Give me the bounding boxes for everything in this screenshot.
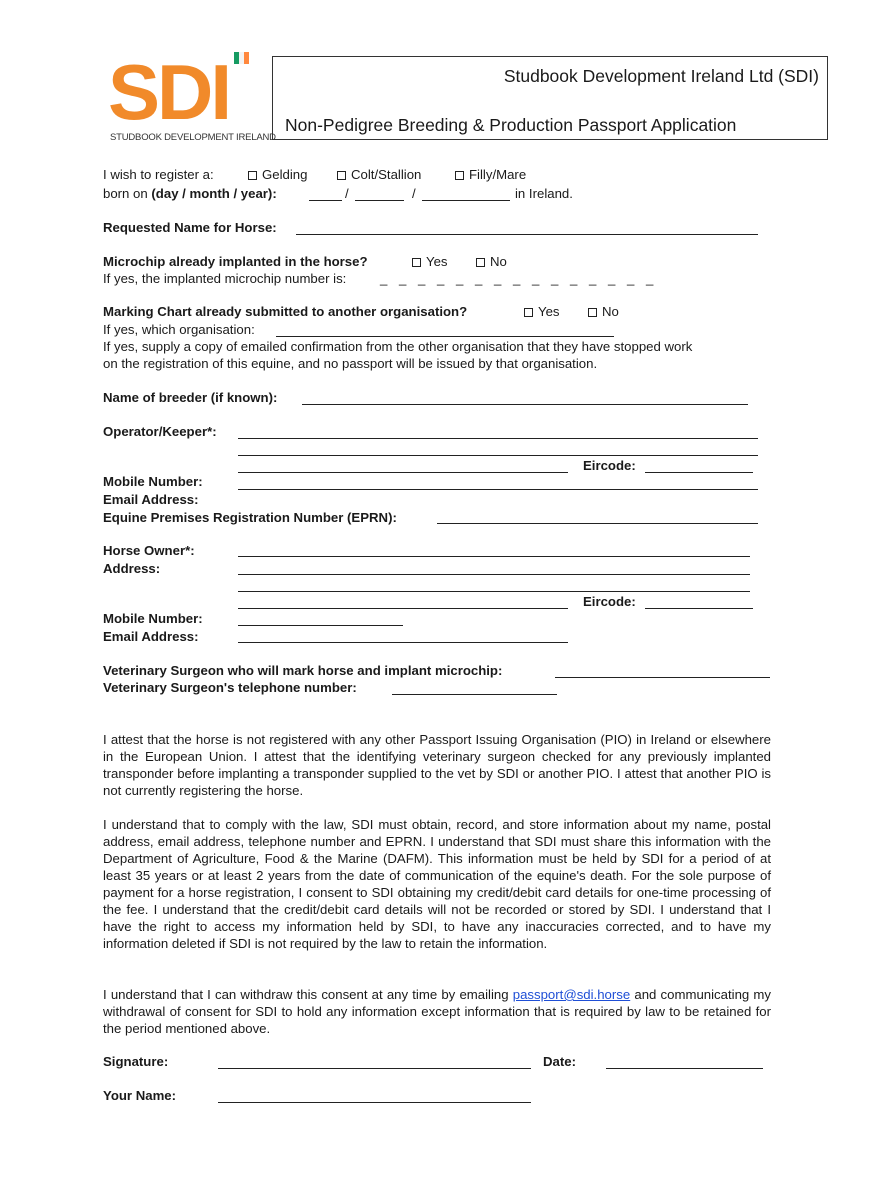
microchip-number-label: If yes, the implanted microchip number is:: [103, 271, 347, 286]
date-label: Date:: [543, 1054, 576, 1069]
owner-address-line3[interactable]: [238, 608, 568, 609]
option-filly-mare: Filly/Mare: [469, 167, 527, 182]
marking-no-checkbox[interactable]: [588, 304, 619, 319]
owner-email-label: Email Address:: [103, 629, 199, 644]
which-organisation-field[interactable]: [276, 336, 614, 337]
in-ireland-text: in Ireland.: [515, 186, 573, 201]
logo-text: SDI: [108, 48, 230, 136]
attestation-paragraph: I attest that the horse is not registered with any other Passport Issuing Organisation (PIO) in Ireland or elsewhere in the European Union. I attest that the identifying veterinary surgeon checked for any previously implanted transponder before implanting a transponder supplied to the vet by SDI or another PIO. I attest that another PIO is not currently registering the horse.: [103, 732, 771, 798]
checkbox-colt-stallion[interactable]: [337, 167, 421, 182]
organisation-title: Studbook Development Ireland Ltd (SDI): [503, 66, 819, 86]
passport-email-link[interactable]: passport@sdi.horse: [512, 987, 631, 1002]
checkbox-icon: [337, 171, 346, 180]
owner-mobile-field[interactable]: [238, 625, 403, 626]
microchip-number-field[interactable]: _ _ _ _ _ _ _ _ _ _ _ _ _ _ _: [380, 271, 658, 286]
vet-surgeon-field[interactable]: [555, 677, 770, 678]
requested-name-field[interactable]: [296, 234, 758, 235]
date-separator: /: [345, 186, 349, 201]
eprn-field[interactable]: [437, 523, 758, 524]
vet-phone-field[interactable]: [392, 694, 557, 695]
operator-address-line1[interactable]: [238, 455, 758, 456]
withdraw-consent-paragraph: [103, 986, 771, 1037]
your-name-field[interactable]: [218, 1102, 531, 1103]
option-gelding: Gelding: [262, 167, 308, 182]
operator-address-line2[interactable]: [238, 472, 568, 473]
withdraw-text-after: and communicating my withdrawal of consent for SDI to hold any information except information that is required by law to be retained for the period mentioned above.: [103, 987, 771, 1036]
operator-email-label: Email Address:: [103, 492, 199, 507]
vet-surgeon-label: Veterinary Surgeon who will mark horse and implant microchip:: [103, 663, 503, 678]
owner-eircode-field[interactable]: [645, 608, 753, 609]
operator-eircode-field[interactable]: [645, 472, 753, 473]
owner-mobile-label: Mobile Number:: [103, 611, 203, 626]
owner-address-line1[interactable]: [238, 574, 750, 575]
checkbox-gelding[interactable]: [248, 167, 307, 182]
owner-eircode-label: Eircode:: [583, 594, 636, 609]
signature-label: Signature:: [103, 1054, 169, 1069]
horse-owner-label: Horse Owner*:: [103, 543, 195, 558]
option-colt-stallion: Colt/Stallion: [351, 167, 422, 182]
your-name-label: Your Name:: [103, 1088, 177, 1103]
checkbox-icon: [248, 171, 257, 180]
logo-subtitle: STUDBOOK DEVELOPMENT IRELAND: [110, 132, 276, 143]
marking-yes-label: Yes: [538, 304, 560, 319]
eprn-label: Equine Premises Registration Number (EPRN):: [103, 510, 397, 525]
checkbox-icon: [588, 308, 597, 317]
checkbox-icon: [455, 171, 464, 180]
checkbox-icon: [524, 308, 533, 317]
microchip-no-checkbox[interactable]: [476, 254, 507, 269]
form-title: Non-Pedigree Breeding & Production Passport Application: [285, 115, 737, 135]
which-organisation-label: If yes, which organisation:: [103, 322, 255, 337]
owner-name-field[interactable]: [238, 556, 750, 557]
marking-chart-question: Marking Chart already submitted to another organisation?: [103, 304, 468, 319]
born-on-format: (day / month / year):: [151, 186, 277, 201]
operator-eircode-label: Eircode:: [583, 458, 636, 473]
operator-keeper-label: Operator/Keeper*:: [103, 424, 217, 439]
marking-note-line1: If yes, supply a copy of emailed confirmation from the other organisation that they have stopped work: [103, 339, 693, 354]
date-field[interactable]: [606, 1068, 763, 1069]
owner-address-label: Address:: [103, 561, 161, 576]
owner-address-line2[interactable]: [238, 591, 750, 592]
flag-stripe-orange: [244, 52, 249, 64]
operator-mobile-label: Mobile Number:: [103, 474, 203, 489]
date-separator: /: [412, 186, 416, 201]
consent-paragraph: I understand that to comply with the law, SDI must obtain, record, and store information about my name, postal address, email address, telephone number and EPRN. I understand that SDI must share this information with the Department of Agriculture, Food & the Marine (DAFM). This information must be held by SDI for a period of at least 35 years or at least 2 years from the date of communication of the equine's death. For the sole purpose of payment for a horse registration, I consent to SDI obtaining my credit/debit card details for one-time processing of the fee. I understand that the credit/debit card details will not be recorded or stored by SDI. I understand that I have the right to access my information held by SDI, to have any inaccuracies corrected, and to have my information deleted if SDI is not required by the law to retain the information.: [103, 817, 771, 951]
sdi-logo: [108, 48, 276, 150]
operator-name-field[interactable]: [238, 438, 758, 439]
vet-phone-label: Veterinary Surgeon's telephone number:: [103, 680, 357, 695]
requested-name-label: Requested Name for Horse:: [103, 220, 277, 235]
marking-no-label: No: [602, 304, 619, 319]
register-label: I wish to register a:: [103, 167, 214, 182]
birth-year-field[interactable]: [422, 200, 510, 201]
signature-field[interactable]: [218, 1068, 531, 1069]
born-on-prefix: born on: [103, 186, 152, 201]
microchip-question: Microchip already implanted in the horse?: [103, 254, 368, 269]
microchip-no-label: No: [490, 254, 507, 269]
withdraw-text-before: I understand that I can withdraw this consent at any time by emailing: [103, 987, 513, 1002]
breeder-label: Name of breeder (if known):: [103, 390, 278, 405]
born-on-label: [103, 186, 277, 201]
checkbox-icon: [476, 258, 485, 267]
checkbox-filly-mare[interactable]: [455, 167, 526, 182]
title-box: [272, 56, 828, 140]
marking-note-line2: on the registration of this equine, and no passport will be issued by that organisation.: [103, 356, 598, 371]
owner-email-field[interactable]: [238, 642, 568, 643]
marking-yes-checkbox[interactable]: [524, 304, 560, 319]
breeder-field[interactable]: [302, 404, 748, 405]
microchip-yes-label: Yes: [426, 254, 448, 269]
checkbox-icon: [412, 258, 421, 267]
birth-month-field[interactable]: [355, 200, 404, 201]
microchip-yes-checkbox[interactable]: [412, 254, 448, 269]
birth-day-field[interactable]: [309, 200, 342, 201]
operator-mobile-field[interactable]: [238, 489, 758, 490]
